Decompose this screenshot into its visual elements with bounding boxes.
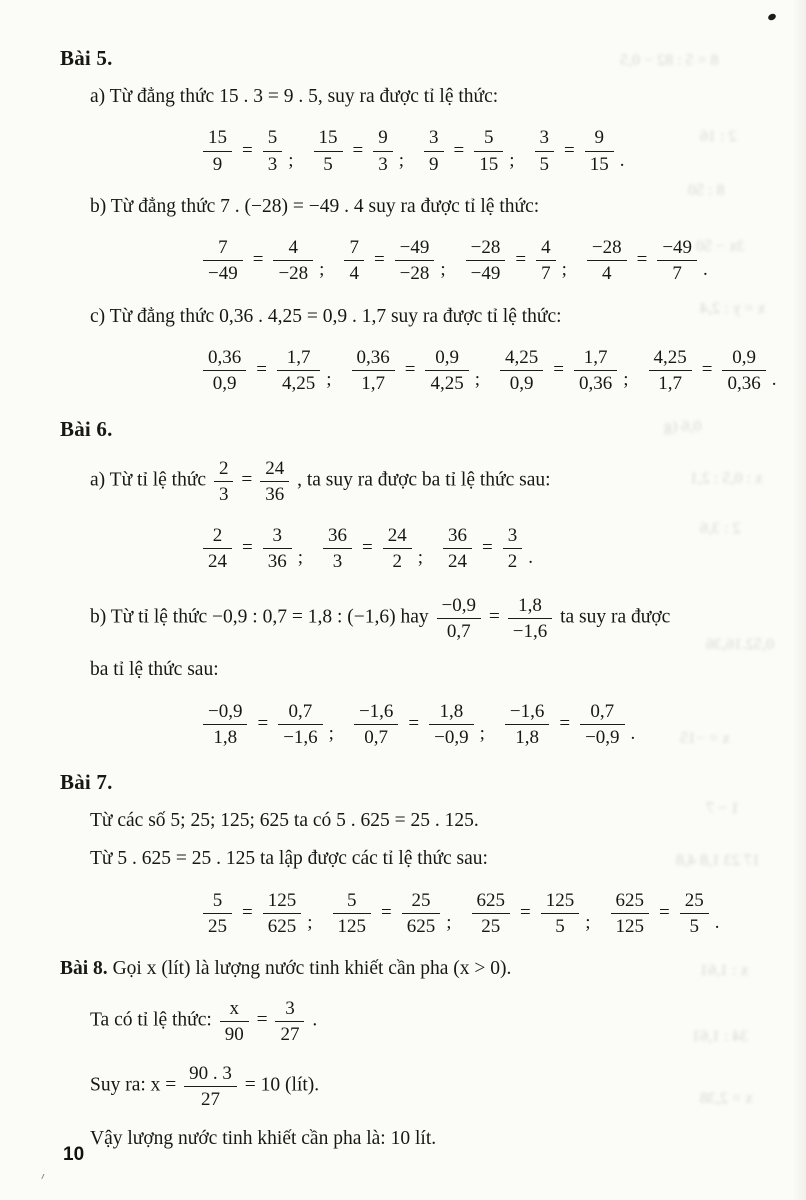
fraction [261, 524, 294, 573]
proportion-equation [532, 124, 625, 177]
numerator: 0,36 [352, 346, 395, 371]
problem-label: Bài 8. [60, 958, 108, 980]
proportion-row [200, 698, 776, 751]
fraction [201, 700, 249, 749]
equals-sign: = [482, 537, 493, 559]
fraction [647, 346, 694, 395]
numerator: 5 [333, 889, 372, 914]
numerator: 0,9 [722, 346, 765, 371]
fraction [312, 126, 345, 175]
equals-sign: = [659, 902, 670, 924]
separator: . [771, 369, 777, 391]
denominator: 24 [208, 551, 227, 573]
numerator: 9 [373, 126, 393, 151]
numerator: 0,36 [203, 346, 246, 371]
text-paragraph: Vậy lượng nước tinh khiết cần pha là: 10 lít. [90, 1127, 437, 1149]
bleed-through-fragment: x = −15 [680, 730, 731, 747]
bleed-through-fragment: 8 : 50 [688, 182, 725, 199]
fraction [427, 700, 475, 749]
proportion-equation [200, 698, 334, 751]
bleed-through-fragment: 0,52.16,36 [706, 636, 774, 653]
proportion-equation [200, 887, 313, 940]
equals-sign: = [404, 359, 416, 381]
bleed-through-fragment: 8 = 5 : 82 − 0,5 [620, 52, 719, 69]
text-run: a) Từ tỉ lệ thức [90, 469, 211, 491]
numerator: 4 [536, 236, 556, 261]
equals-sign: = [352, 139, 364, 161]
fraction [342, 236, 366, 285]
numerator: 90 . 3 [184, 1062, 237, 1087]
fraction [472, 126, 505, 175]
denominator: 3 [218, 483, 229, 505]
separator: . [714, 912, 720, 934]
numerator: −49 [395, 236, 435, 261]
numerator: 7 [344, 236, 364, 261]
fraction [506, 594, 554, 643]
text-paragraph: c) Từ đẳng thức 0,36 . 4,25 = 0,9 . 1,7 suy ra được tỉ lệ thức: [90, 305, 562, 327]
math-paragraph [90, 995, 776, 1048]
proportion-equation [311, 124, 405, 177]
proportion-equation [440, 522, 533, 575]
fraction [371, 126, 395, 175]
numerator: 15 [314, 126, 343, 151]
page-number: 10 [63, 1144, 85, 1165]
denominator: 9 [212, 153, 223, 175]
numerator: 1,7 [574, 346, 617, 371]
equals-sign: = [381, 902, 392, 924]
separator: ; [474, 369, 480, 391]
numerator: 0,7 [278, 700, 322, 725]
denominator: 7 [541, 263, 551, 285]
separator: ; [479, 722, 485, 744]
numerator: −28 [587, 236, 627, 261]
text-run: b) Từ tỉ lệ thức −0,9 : 0,7 = 1,8 : (−1,6) hay [90, 606, 434, 628]
bleed-through-fragment: 17 23 1,8 4,8 [676, 852, 760, 869]
fraction [275, 346, 322, 395]
denominator: −28 [399, 263, 430, 285]
denominator: −28 [278, 263, 309, 285]
numerator: 5 [263, 126, 283, 151]
numerator: −1,6 [354, 700, 398, 725]
bleed-through-fragment: 1 − 7 [706, 800, 740, 817]
fraction [539, 889, 582, 938]
numerator: 24 [260, 457, 289, 482]
text-run: , ta suy ra được ba tỉ lệ thức sau: [292, 469, 551, 491]
bleed-through-fragment: x : 0,5 : 2,1 [690, 470, 763, 487]
numerator: 3 [535, 126, 555, 151]
proportion-row [200, 124, 776, 177]
numerator: 0,9 [425, 346, 468, 371]
bleed-through-fragment: x = y : 2,4 [700, 300, 766, 317]
equals-sign: = [564, 139, 575, 161]
proportion-row [200, 234, 776, 287]
denominator: 625 [267, 916, 297, 938]
fraction [464, 236, 508, 285]
fraction [422, 126, 446, 175]
separator: ; [446, 912, 452, 934]
equals-sign: = [701, 359, 713, 381]
math-paragraph [60, 956, 760, 981]
fraction [201, 346, 248, 395]
separator: ; [509, 149, 515, 171]
denominator: 25 [481, 916, 501, 938]
equals-sign: = [242, 902, 253, 924]
bleed-through-fragment: 3x − 50 [696, 238, 746, 255]
numerator: 4 [273, 236, 313, 261]
proportion-equation [341, 234, 445, 287]
denominator: −1,6 [512, 620, 548, 642]
numerator: 3 [275, 997, 304, 1022]
proportion-equation [200, 344, 332, 397]
fraction [572, 346, 619, 395]
fraction [534, 236, 558, 285]
fraction [655, 236, 699, 285]
fraction [261, 889, 304, 938]
denominator: −49 [208, 263, 238, 285]
fraction [585, 236, 629, 285]
page-content [60, 46, 776, 1151]
fraction [423, 346, 470, 395]
equals-sign: = [242, 537, 253, 559]
denominator: 90 [224, 1023, 244, 1045]
numerator: 125 [541, 889, 580, 914]
separator: ; [398, 149, 404, 171]
proportion-equation [200, 522, 303, 575]
fraction [393, 236, 437, 285]
numerator: 125 [263, 889, 302, 914]
text-run: Ta có tỉ lệ thức: [90, 1009, 217, 1031]
denominator: 1,8 [515, 726, 539, 748]
equals-sign: = [408, 712, 420, 734]
numerator: 625 [472, 889, 511, 914]
numerator: x [220, 997, 249, 1022]
fraction [578, 700, 626, 749]
denominator: 0,9 [212, 373, 237, 395]
text-run: = [236, 469, 258, 491]
fraction [470, 889, 513, 938]
text-run: ta suy ra được [555, 606, 671, 628]
problem-heading: Bài 5. [60, 46, 113, 70]
fraction [201, 889, 234, 938]
fraction [271, 236, 315, 285]
denominator: 5 [689, 916, 699, 938]
numerator: 2 [203, 524, 232, 549]
fraction [201, 236, 245, 285]
equals-sign: = [257, 712, 269, 734]
denominator: 4 [349, 263, 359, 285]
denominator: 3 [332, 551, 343, 573]
numerator: 1,8 [508, 594, 552, 619]
equals-sign: = [559, 712, 571, 734]
denominator: 36 [265, 483, 285, 505]
problem-heading: Bài 7. [60, 770, 113, 795]
speck-artifact: ؍ [40, 1171, 46, 1182]
denominator: 0,36 [727, 373, 761, 395]
numerator: 1,8 [429, 700, 473, 725]
equals-sign: = [256, 359, 267, 381]
numerator: 24 [383, 524, 412, 549]
denominator: 2 [507, 551, 518, 573]
numerator: −49 [657, 236, 697, 261]
numerator: 4,25 [500, 346, 543, 371]
equals-sign: = [520, 902, 531, 924]
separator: ; [288, 149, 294, 171]
denominator: 27 [201, 1089, 221, 1111]
proportion-equation [497, 344, 629, 397]
denominator: 7 [672, 263, 682, 285]
fraction [276, 700, 324, 749]
numerator: 3 [263, 524, 292, 549]
math-paragraph [90, 592, 776, 645]
fraction [501, 524, 525, 573]
proportion-row [200, 344, 776, 397]
proportion-equation [646, 344, 777, 397]
numerator: 1,7 [277, 346, 320, 371]
denominator: 125 [615, 916, 644, 938]
denominator: 1,7 [658, 373, 682, 395]
separator: ; [440, 259, 446, 281]
fraction [218, 997, 251, 1046]
proportion-equation [200, 124, 294, 177]
math-paragraph [90, 455, 776, 508]
proportion-equation [320, 522, 423, 575]
equals-sign: = [373, 249, 385, 271]
denominator: 3 [267, 153, 278, 175]
bleed-through-fragment: 34 : 1,61 [692, 1028, 749, 1045]
separator: . [619, 149, 625, 171]
numerator: −28 [466, 236, 506, 261]
denominator: 4 [601, 263, 612, 285]
fraction [503, 700, 551, 749]
denominator: 9 [429, 153, 439, 175]
fraction [441, 524, 474, 573]
proportion-equation [200, 234, 324, 287]
fraction [182, 1062, 239, 1111]
separator: ; [326, 369, 332, 391]
separator: ; [417, 547, 423, 569]
equals-sign: = [242, 139, 253, 161]
numerator: 9 [585, 126, 614, 151]
page-edge-shadow [792, 0, 806, 1200]
text-run: Suy ra: x = [90, 1074, 182, 1096]
fraction [201, 126, 234, 175]
proportion-equation [469, 887, 591, 940]
bleed-through-fragment: x = 2,38 [700, 1090, 754, 1107]
numerator: 36 [443, 524, 472, 549]
bleed-through-fragment: x : 1,61 [700, 962, 749, 979]
text-run: Gọi x (lít) là lượng nước tinh khiết cần pha (x > 0). [107, 958, 512, 980]
bleed-through-fragment: 0,6 (g [664, 418, 702, 435]
fraction [498, 346, 545, 395]
numerator: 25 [680, 889, 709, 914]
separator: . [630, 722, 636, 744]
denominator: 15 [479, 153, 499, 175]
denominator: 25 [208, 916, 227, 938]
denominator: 0,9 [509, 373, 534, 395]
numerator: 0,7 [580, 700, 624, 725]
separator: . [528, 547, 533, 569]
denominator: 125 [337, 916, 366, 938]
denominator: 625 [406, 916, 436, 938]
fraction [720, 346, 767, 395]
equals-sign: = [252, 249, 264, 271]
denominator: 24 [448, 551, 467, 573]
numerator: 625 [611, 889, 650, 914]
denominator: 5 [539, 153, 549, 175]
proportion-equation [584, 234, 708, 287]
numerator: 36 [323, 524, 352, 549]
separator: . [703, 259, 708, 281]
denominator: 15 [589, 153, 609, 175]
proportion-equation [330, 887, 452, 940]
proportion-equation [349, 344, 481, 397]
denominator: 0,7 [364, 726, 389, 748]
denominator: −1,6 [283, 726, 318, 748]
denominator: 0,7 [446, 620, 471, 642]
numerator: 3 [503, 524, 523, 549]
numerator: −0,9 [203, 700, 247, 725]
numerator: −1,6 [505, 700, 549, 725]
denominator: −49 [470, 263, 501, 285]
separator: ; [307, 912, 313, 934]
numerator: 25 [402, 889, 441, 914]
numerator: 2 [214, 457, 234, 482]
proportion-equation [351, 698, 485, 751]
text-paragraph: Từ các số 5; 25; 125; 625 ta có 5 . 625 = 25 . 125. [90, 810, 479, 832]
separator: ; [623, 369, 629, 391]
numerator: 15 [203, 126, 232, 151]
denominator: 1,7 [361, 373, 385, 395]
numerator: 7 [203, 236, 243, 261]
bleed-through-fragment: 2 : 16 [700, 128, 737, 145]
fraction [400, 889, 443, 938]
denominator: −0,9 [585, 726, 620, 748]
separator: ; [585, 912, 591, 934]
text-run: = [251, 1009, 273, 1031]
fraction [352, 700, 400, 749]
denominator: 2 [392, 551, 402, 573]
fraction [258, 457, 291, 506]
numerator: 5 [474, 126, 503, 151]
denominator: 4,25 [430, 373, 464, 395]
numerator: 4,25 [649, 346, 692, 371]
proportion-row [200, 522, 776, 575]
proportion-equation [502, 698, 635, 751]
fraction [435, 594, 483, 643]
proportion-row [200, 887, 776, 940]
text-paragraph: ba tỉ lệ thức sau: [90, 659, 219, 681]
fraction [331, 889, 374, 938]
text-run: = 10 (lít). [239, 1074, 320, 1096]
text-run: . [307, 1009, 318, 1031]
text-run: = [484, 606, 505, 628]
numerator: −0,9 [437, 594, 481, 619]
text-paragraph: a) Từ đẳng thức 15 . 3 = 9 . 5, suy ra được tỉ lệ thức: [90, 86, 499, 107]
fraction [533, 126, 557, 175]
fraction [261, 126, 285, 175]
denominator: 3 [378, 153, 388, 175]
text-paragraph: b) Từ đẳng thức 7 . (−28) = −49 . 4 suy ra được tỉ lệ thức: [90, 195, 540, 217]
denominator: 5 [323, 153, 333, 175]
text-paragraph: Từ 5 . 625 = 25 . 125 ta lập được các tỉ lệ thức sau: [90, 848, 488, 870]
separator: ; [561, 259, 567, 281]
proportion-equation [421, 124, 515, 177]
fraction [212, 457, 236, 506]
fraction [273, 997, 306, 1046]
numerator: 3 [424, 126, 444, 151]
equals-sign: = [553, 359, 564, 381]
fraction [321, 524, 354, 573]
denominator: 0,36 [578, 373, 613, 395]
math-paragraph [90, 1060, 776, 1113]
denominator: 5 [555, 916, 565, 938]
separator: ; [297, 547, 303, 569]
proportion-equation [608, 887, 720, 940]
fraction [350, 346, 397, 395]
denominator: −0,9 [434, 726, 469, 748]
proportion-equation [463, 234, 567, 287]
denominator: 1,8 [213, 726, 238, 748]
fraction [583, 126, 616, 175]
fraction [201, 524, 234, 573]
denominator: 27 [280, 1023, 300, 1045]
fraction [609, 889, 652, 938]
separator: ; [328, 722, 334, 744]
fraction [381, 524, 414, 573]
equals-sign: = [453, 139, 465, 161]
denominator: 4,25 [281, 373, 316, 395]
separator: ; [319, 259, 325, 281]
numerator: 5 [203, 889, 232, 914]
bleed-through-fragment: 2 : 3,6 [700, 520, 741, 537]
denominator: 36 [267, 551, 287, 573]
equals-sign: = [362, 537, 373, 559]
fraction [678, 889, 711, 938]
equals-sign: = [515, 249, 527, 271]
equals-sign: = [636, 249, 648, 271]
problem-heading: Bài 6. [60, 416, 113, 441]
